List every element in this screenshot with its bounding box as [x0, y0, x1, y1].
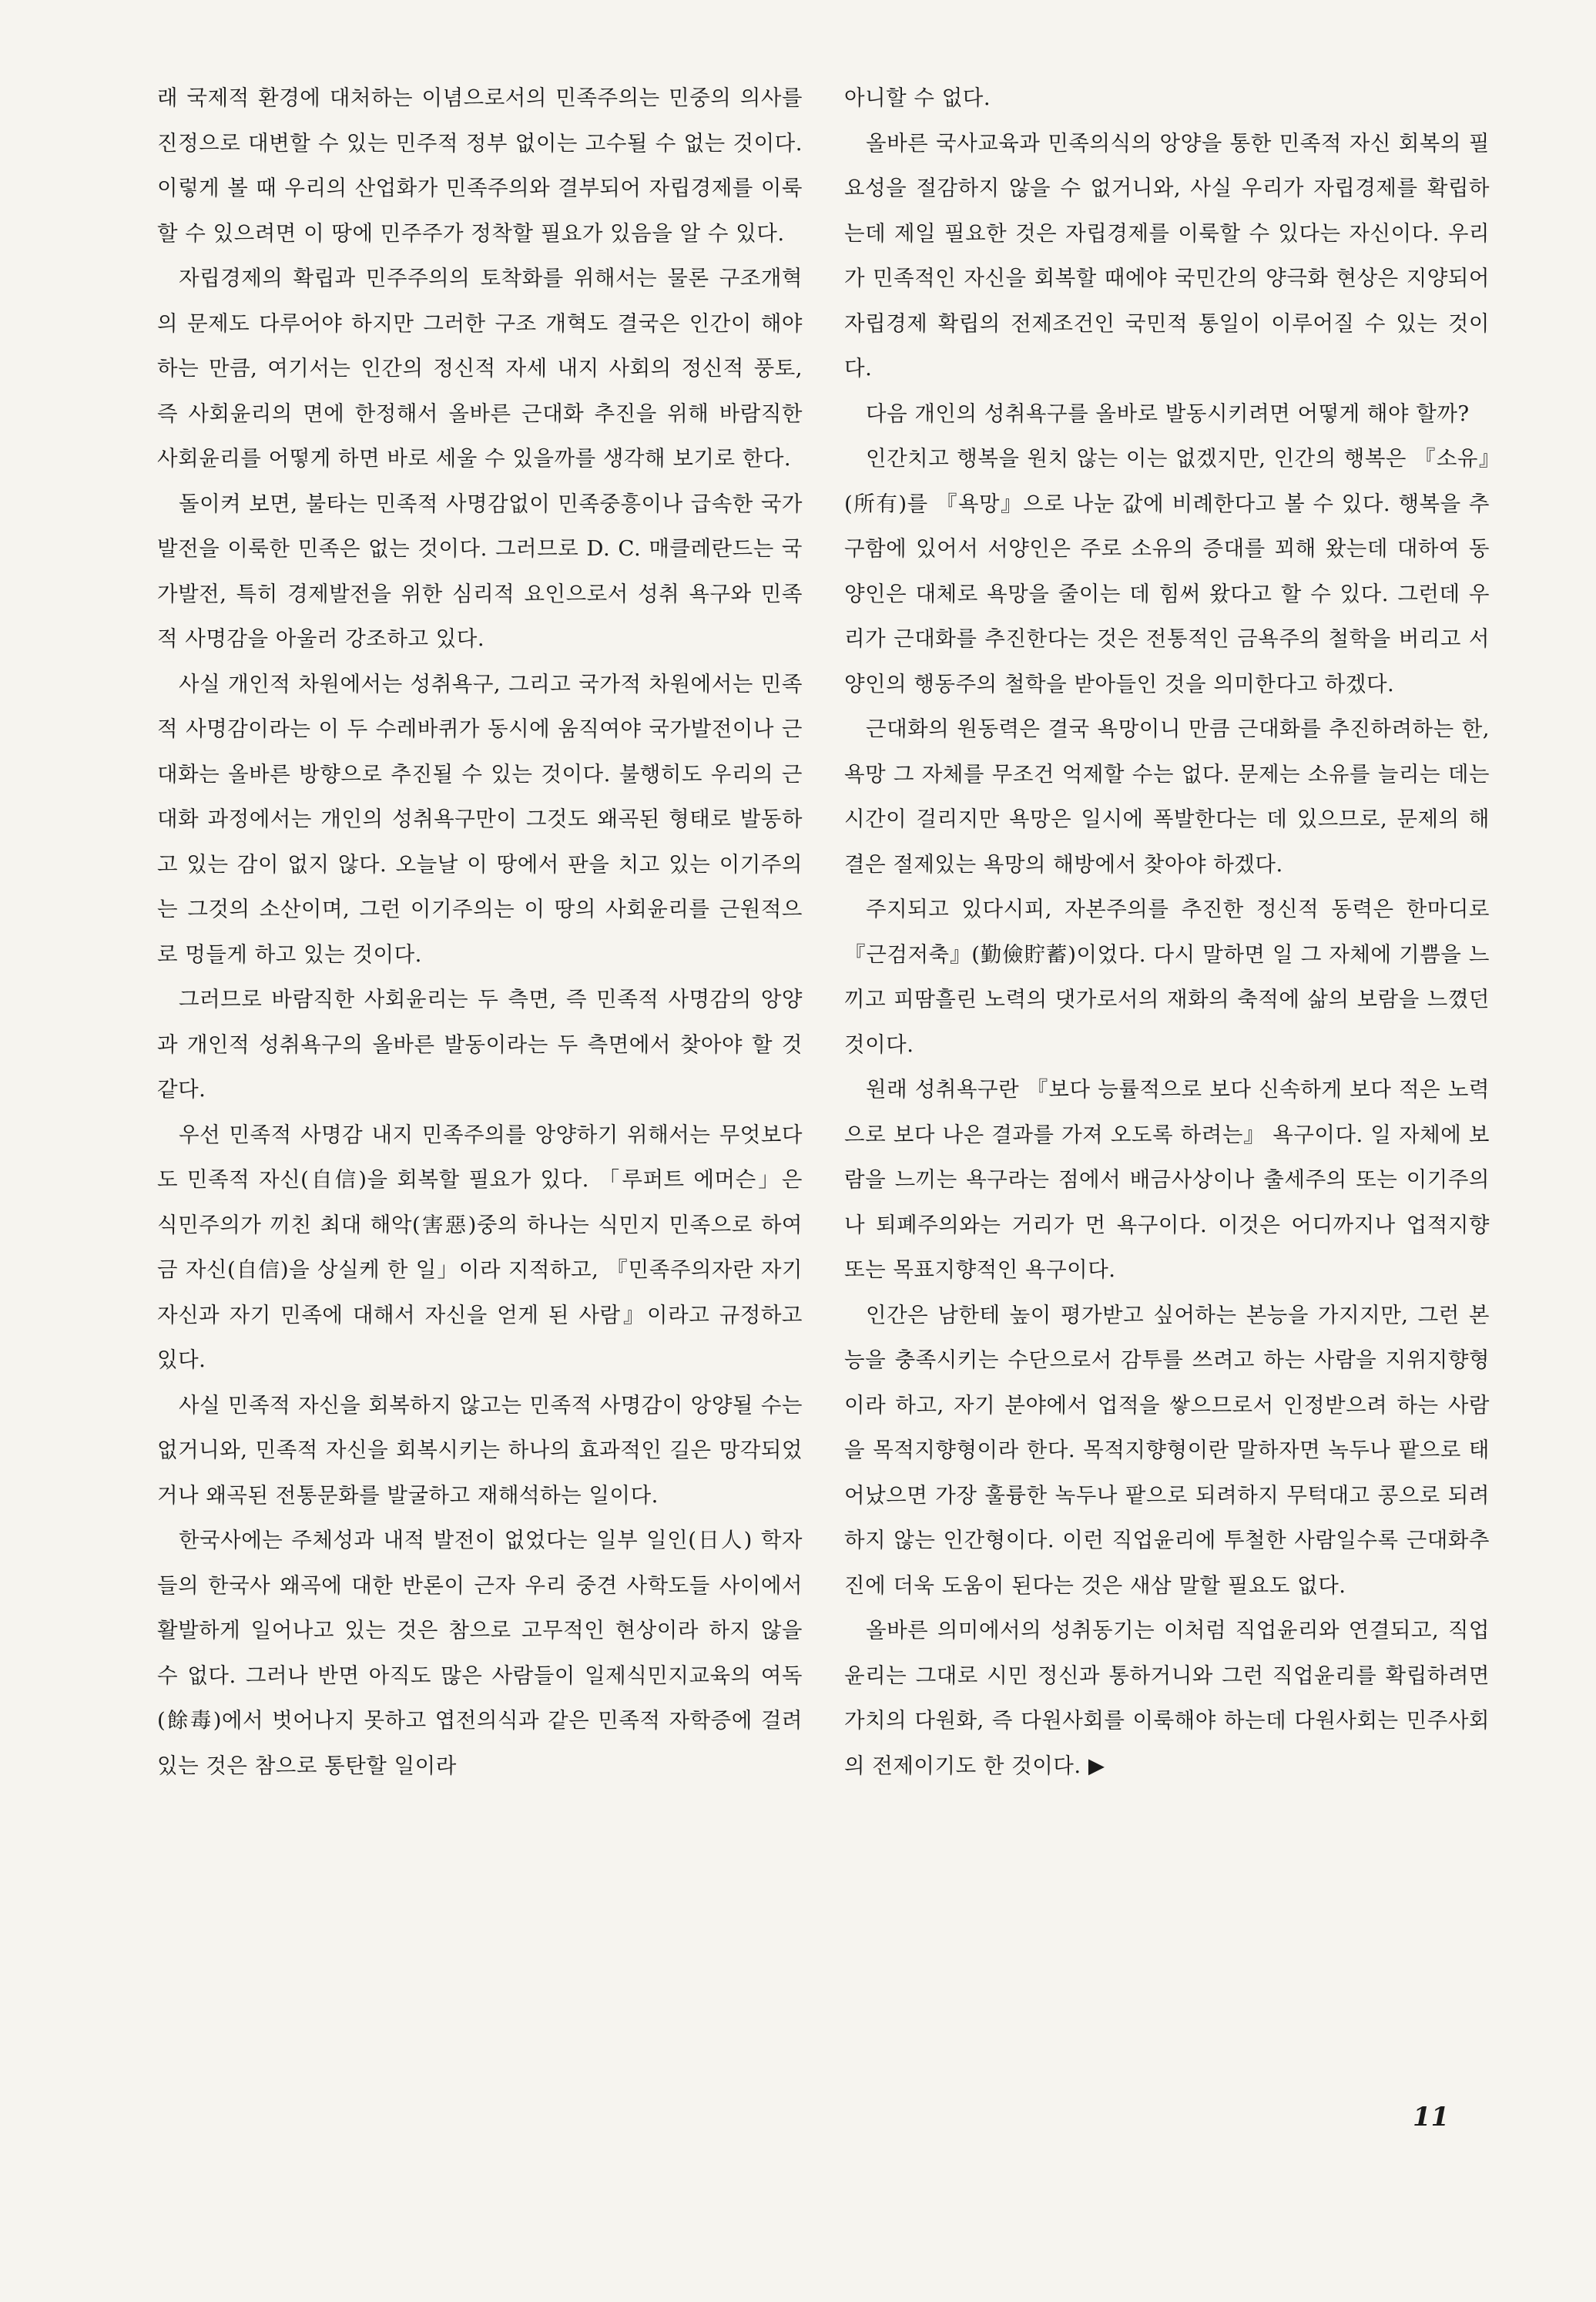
right-column-paragraph: 올바른 의미에서의 성취동기는 이처럼 직업윤리와 연결되고, 직업윤리는 그대로 시민 정신과 통하거니와 그런 직업윤리를 확립하려면 가치의 다원화, 즉 다원사회를 이룩해야 하는데 다원사회는 민주사회의 전제이기도 한 것이다. ▶ — [844, 1618, 1490, 1778]
page-number: 11 — [1413, 2102, 1450, 2133]
left-column-paragraph: 자립경제의 확립과 민주주의의 토착화를 위해서는 물론 구조개혁의 문제도 다루어야 하지만 그러한 구조 개혁도 결국은 인간이 해야하는 만큼, 여기서는 인간의 정신적 자세 내지 사회의 정신적 풍토, 즉 사회윤리의 면에 한정해서 올바른 근대화 추진을 위해 바람직한 사회윤리를 어떻게 하면 바로 세울 수 있을까를 생각해 보기로 한다. — [157, 266, 803, 471]
left-column-paragraph: 그러므로 바람직한 사회윤리는 두 측면, 즉 민족적 사명감의 앙양과 개인적 성취욕구의 올바른 발동이라는 두 측면에서 찾아야 할 것 같다. — [157, 987, 803, 1102]
left-column — [157, 76, 803, 1788]
left-column-paragraph: 사실 개인적 차원에서는 성취욕구, 그리고 국가적 차원에서는 민족적 사명감이라는 이 두 수레바퀴가 동시에 움직여야 국가발전이나 근대화는 올바른 방향으로 추진될 수 있는 것이다. 불행히도 우리의 근대화 과정에서는 개인의 성취욕구만이 그것도 왜곡된 형태로 발동하고 있는 감이 없지 않다. 오늘날 이 땅에서 판을 치고 있는 이기주의는 그것의 소산이며, 그런 이기주의는 이 땅의 사회윤리를 근원적으로 멍들게 하고 있는 것이다. — [157, 671, 803, 967]
left-column-paragraph: 우선 민족적 사명감 내지 민족주의를 앙양하기 위해서는 무엇보다도 민족적 자신(自信)을 회복할 필요가 있다. 「루퍼트 에머슨」은 식민주의가 끼친 최대 해악(害惡)중의 하나는 식민지 민족으로 하여금 자신(自信)을 상실케 한 일」이라 지적하고, 『민족주의자란 자기 자신과 자기 민족에 대해서 자신을 얻게 된 사람』이라고 규정하고 있다. — [157, 1122, 803, 1372]
left-column-paragraph: 돌이켜 보면, 불타는 민족적 사명감없이 민족중흥이나 급속한 국가발전을 이룩한 민족은 없는 것이다. 그러므로 D. C. 매클레란드는 국가발전, 특히 경제발전을 위한 심리적 요인으로서 성취 욕구와 민족적 사명감을 아울러 강조하고 있다. — [157, 491, 803, 651]
right-column-paragraph: 원래 성취욕구란 『보다 능률적으로 보다 신속하게 보다 적은 노력으로 보다 나은 결과를 가져 오도록 하려는』 욕구이다. 일 자체에 보람을 느끼는 욕구라는 점에서 배금사상이나 출세주의 또는 이기주의나 퇴폐주의와는 거리가 먼 욕구이다. 이것은 어디까지나 업적지향 또는 목표지향적인 욕구이다. — [844, 1077, 1490, 1282]
right-column-paragraph: 주지되고 있다시피, 자본주의를 추진한 정신적 동력은 한마디로 『근검저축』(勤儉貯蓄)이었다. 다시 말하면 일 그 자체에 기쁨을 느끼고 피땀흘린 노력의 댓가로서의 재화의 축적에 삶의 보람을 느꼈던 것이다. — [844, 897, 1490, 1057]
left-column-paragraph: 사실 민족적 자신을 회복하지 않고는 민족적 사명감이 앙양될 수는 없거니와, 민족적 자신을 회복시키는 하나의 효과적인 길은 망각되었거나 왜곡된 전통문화를 발굴하고 재해석하는 일이다. — [157, 1392, 803, 1508]
right-column — [844, 76, 1490, 1788]
right-column-paragraph: 올바른 국사교육과 민족의식의 앙양을 통한 민족적 자신 회복의 필요성을 절감하지 않을 수 없거니와, 사실 우리가 자립경제를 확립하는데 제일 필요한 것은 자립경제를 이룩할 수 있다는 자신이다. 우리가 민족적인 자신을 회복할 때에야 국민간의 양극화 현상은 지양되어 자립경제 확립의 전제조건인 국민적 통일이 이루어질 수 있는 것이다. — [844, 130, 1490, 381]
left-column-paragraph: 래 국제적 환경에 대처하는 이념으로서의 민족주의는 민중의 의사를 진정으로 대변할 수 있는 민주적 정부 없이는 고수될 수 없는 것이다. 이렇게 볼 때 우리의 산업화가 민족주의와 결부되어 자립경제를 이룩할 수 있으려면 이 땅에 민주주가 정착할 필요가 있음을 알 수 있다. — [157, 86, 803, 246]
right-column-paragraph: 인간은 남한테 높이 평가받고 싶어하는 본능을 가지지만, 그런 본능을 충족시키는 수단으로서 감투를 쓰려고 하는 사람을 지위지향형이라 하고, 자기 분야에서 업적을 쌓으므로서 인정받으려 하는 사람을 목적지향형이라 한다. 목적지향형이란 말하자면 녹두나 팥으로 태어났으면 가장 훌륭한 녹두나 팥으로 되려하지 무턱대고 콩으로 되려 하지 않는 인간형이다. 이런 직업윤리에 투철한 사람일수록 근대화추진에 더욱 도움이 된다는 것은 새삼 말할 필요도 없다. — [844, 1302, 1490, 1598]
right-column-paragraph: 아니할 수 없다. — [844, 86, 991, 110]
right-column-paragraph: 근대화의 원동력은 결국 욕망이니 만큼 근대화를 추진하려하는 한, 욕망 그 자체를 무조건 억제할 수는 없다. 문제는 소유를 늘리는 데는 시간이 걸리지만 욕망은 일시에 폭발한다는 데 있으므로, 문제의 해결은 절제있는 욕망의 해방에서 찾아야 하겠다. — [844, 716, 1490, 877]
left-column-paragraph: 한국사에는 주체성과 내적 발전이 없었다는 일부 일인(日人) 학자들의 한국사 왜곡에 대한 반론이 근자 우리 중견 사학도들 사이에서 활발하게 일어나고 있는 것은 참으로 고무적인 현상이라 하지 않을 수 없다. 그러나 반면 아직도 많은 사람들이 일제식민지교육의 여독(餘毒)에서 벗어나지 못하고 엽전의식과 같은 민족적 자학증에 걸려 있는 것은 참으로 통탄할 일이라 — [157, 1528, 803, 1778]
right-column-paragraph: 다음 개인의 성취욕구를 올바로 발동시키려면 어떻게 해야 할까? — [866, 401, 1470, 426]
right-column-paragraph: 인간치고 행복을 원치 않는 이는 없겠지만, 인간의 행복은 『소유』(所有)를 『욕망』으로 나눈 값에 비례한다고 볼 수 있다. 행복을 추구함에 있어서 서양인은 주로 소유의 증대를 꾀해 왔는데 대하여 동양인은 대체로 욕망을 줄이는 데 힘써 왔다고 할 수 있다. 그런데 우리가 근대화를 추진한다는 것은 전통적인 금욕주의 철학을 버리고 서양인의 행동주의 철학을 받아들인 것을 의미한다고 하겠다. — [844, 446, 1490, 696]
